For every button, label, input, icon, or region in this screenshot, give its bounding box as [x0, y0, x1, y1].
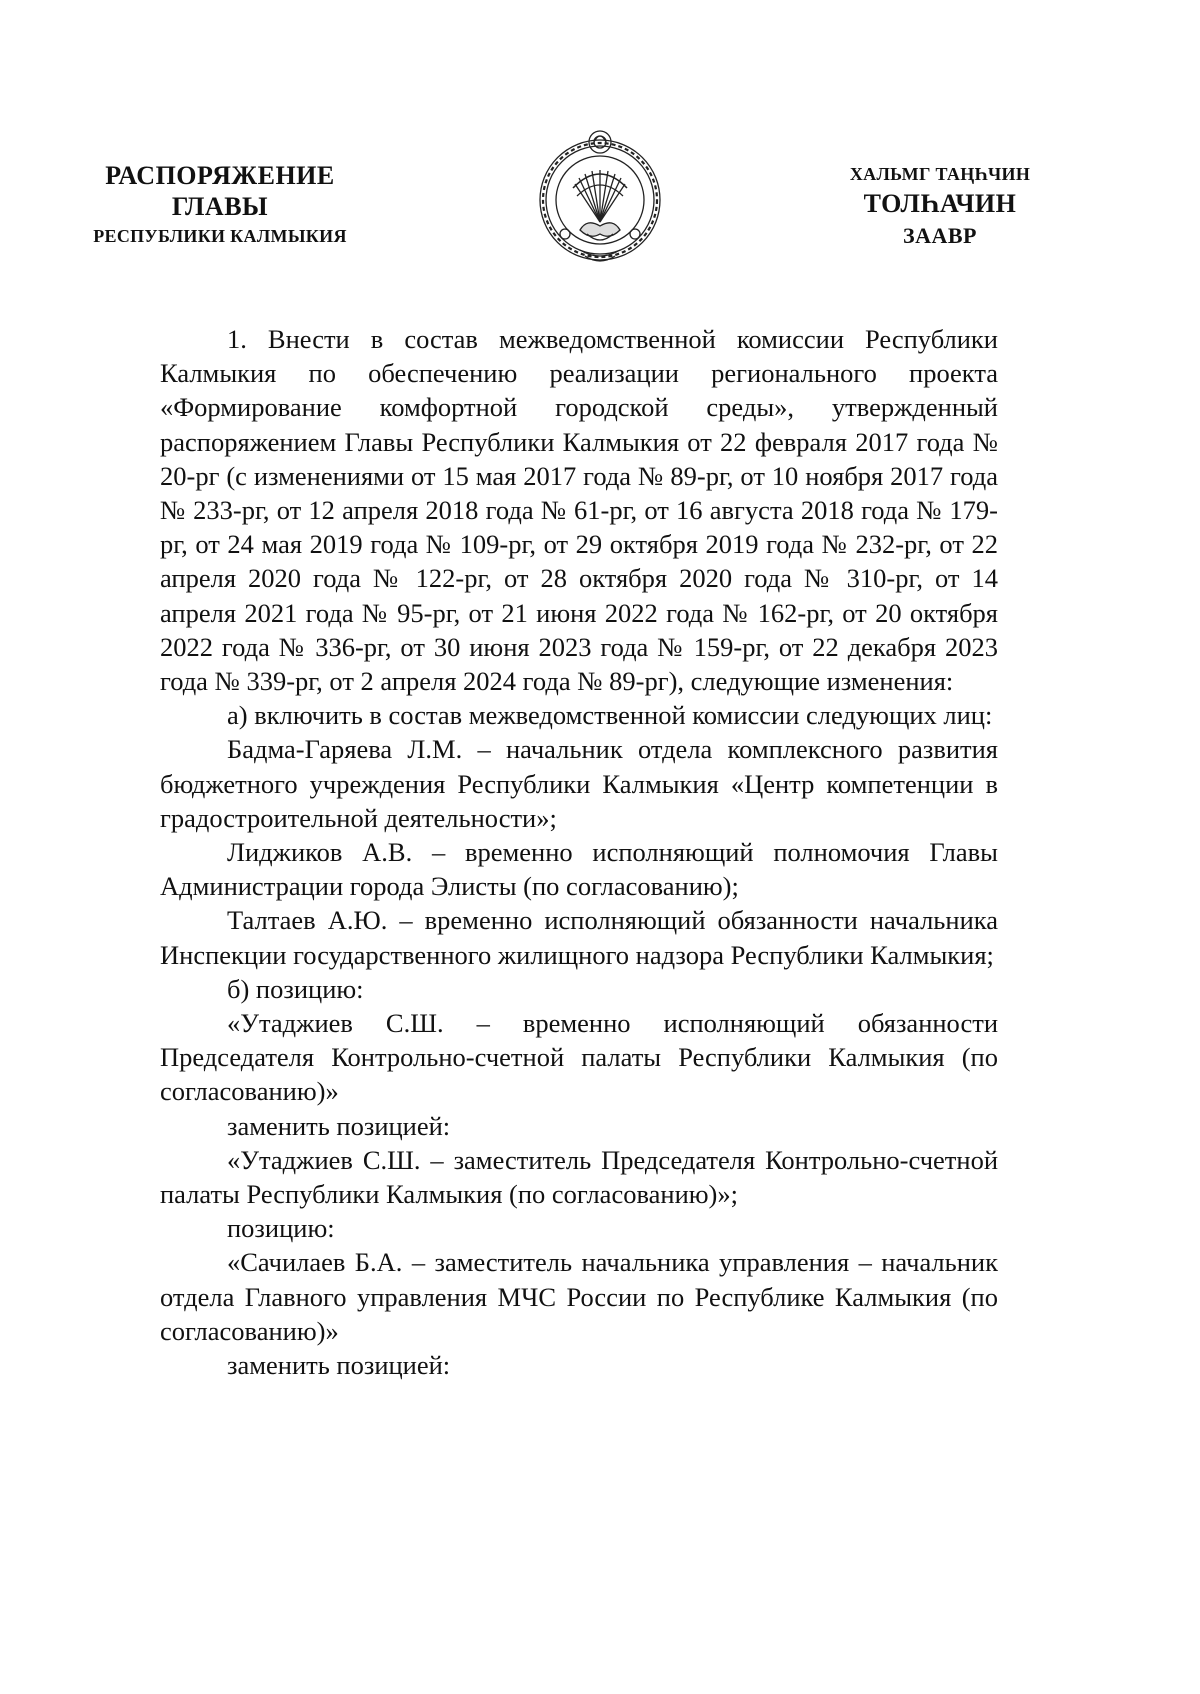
header-left-line2: ГЛАВЫ	[171, 192, 269, 221]
paragraph-badma-garyaeva: Бадма-Гаряева Л.М. – начальник отдела комплексного развития бюджетного учреждения Республики Калмыкия «Центр компетенции в градостроительной деятельности»;	[160, 734, 998, 833]
paragraph-utadzhiev-old: «Утаджиев С.Ш. – временно исполняющий обязанности Председателя Контрольно-счетной палаты Республики Калмыкия (по согласованию)»	[160, 1008, 998, 1107]
header-left-line1: РАСПОРЯЖЕНИЕ	[105, 161, 335, 190]
paragraph-position: позицию:	[227, 1213, 335, 1244]
document-body	[160, 322, 998, 1382]
header-left-line3: РЕСПУБЛИКИ КАЛМЫКИЯ	[93, 226, 347, 246]
paragraph-sachilaev-old: «Сачилаев Б.А. – заместитель начальника управления – начальник отдела Главного управления МЧС России по Республике Калмыкия (по согласованию)»	[160, 1247, 998, 1346]
paragraph-b-position: б) позицию:	[227, 973, 364, 1004]
header-right-title	[790, 160, 1090, 252]
paragraph-1-amendment-intro: 1. Внести в состав межведомственной комиссии Республики Калмыкия по обеспечению реализации регионального проекта «Формирование комфортной городской среды», утвержденный распоряжением Главы Республики Калмыкия от 22 февраля 2017 года № 20-рг (с изменениями от 15 мая 2017 года № 89-рг, от 10 ноября 2017 года № 233-рг, от 12 апреля 2018 года № 61-рг, от 16 августа 2018 года № 179-рг, от 24 мая 2019 года № 109-рг, от 29 октября 2019 года № 232-рг, от 22 апреля 2020 года № 122-рг, от 28 октября 2020 года № 310-рг, от 14 апреля 2021 года № 95-рг, от 21 июня 2022 года № 162-рг, от 20 октября 2022 года № 336-рг, от 30 июня 2023 года № 159-рг, от 22 декабря 2023 года № 339-рг, от 2 апреля 2024 года № 89-рг), следующие изменения:	[160, 324, 998, 697]
header-left-title	[60, 160, 380, 250]
header-right-line2: ТОЛҺАЧИН	[863, 189, 1017, 218]
header-right-line1: ХАЛЬМГ ТАҢҺЧИН	[849, 164, 1031, 184]
paragraph-lidzhikov: Лиджиков А.В. – временно исполняющий полномочия Главы Администрации города Элисты (по согласованию);	[160, 837, 998, 902]
paragraph-a-include-members: а) включить в состав межведомственной комиссии следующих лиц:	[227, 700, 993, 731]
paragraph-taltaev: Талтаев А.Ю. – временно исполняющий обязанности начальника Инспекции государственного жилищного надзора Республики Калмыкия;	[160, 905, 998, 970]
header-right-line3: ЗААВР	[903, 223, 977, 248]
paragraph-replace-with-2: заменить позицией:	[227, 1350, 451, 1381]
kalmykia-coat-of-arms-icon	[525, 122, 675, 272]
paragraph-utadzhiev-new: «Утаджиев С.Ш. – заместитель Председателя Контрольно-счетной палаты Республики Калмыкия (по согласованию)»;	[160, 1144, 998, 1210]
paragraph-replace-with-1: заменить позицией:	[227, 1110, 451, 1141]
